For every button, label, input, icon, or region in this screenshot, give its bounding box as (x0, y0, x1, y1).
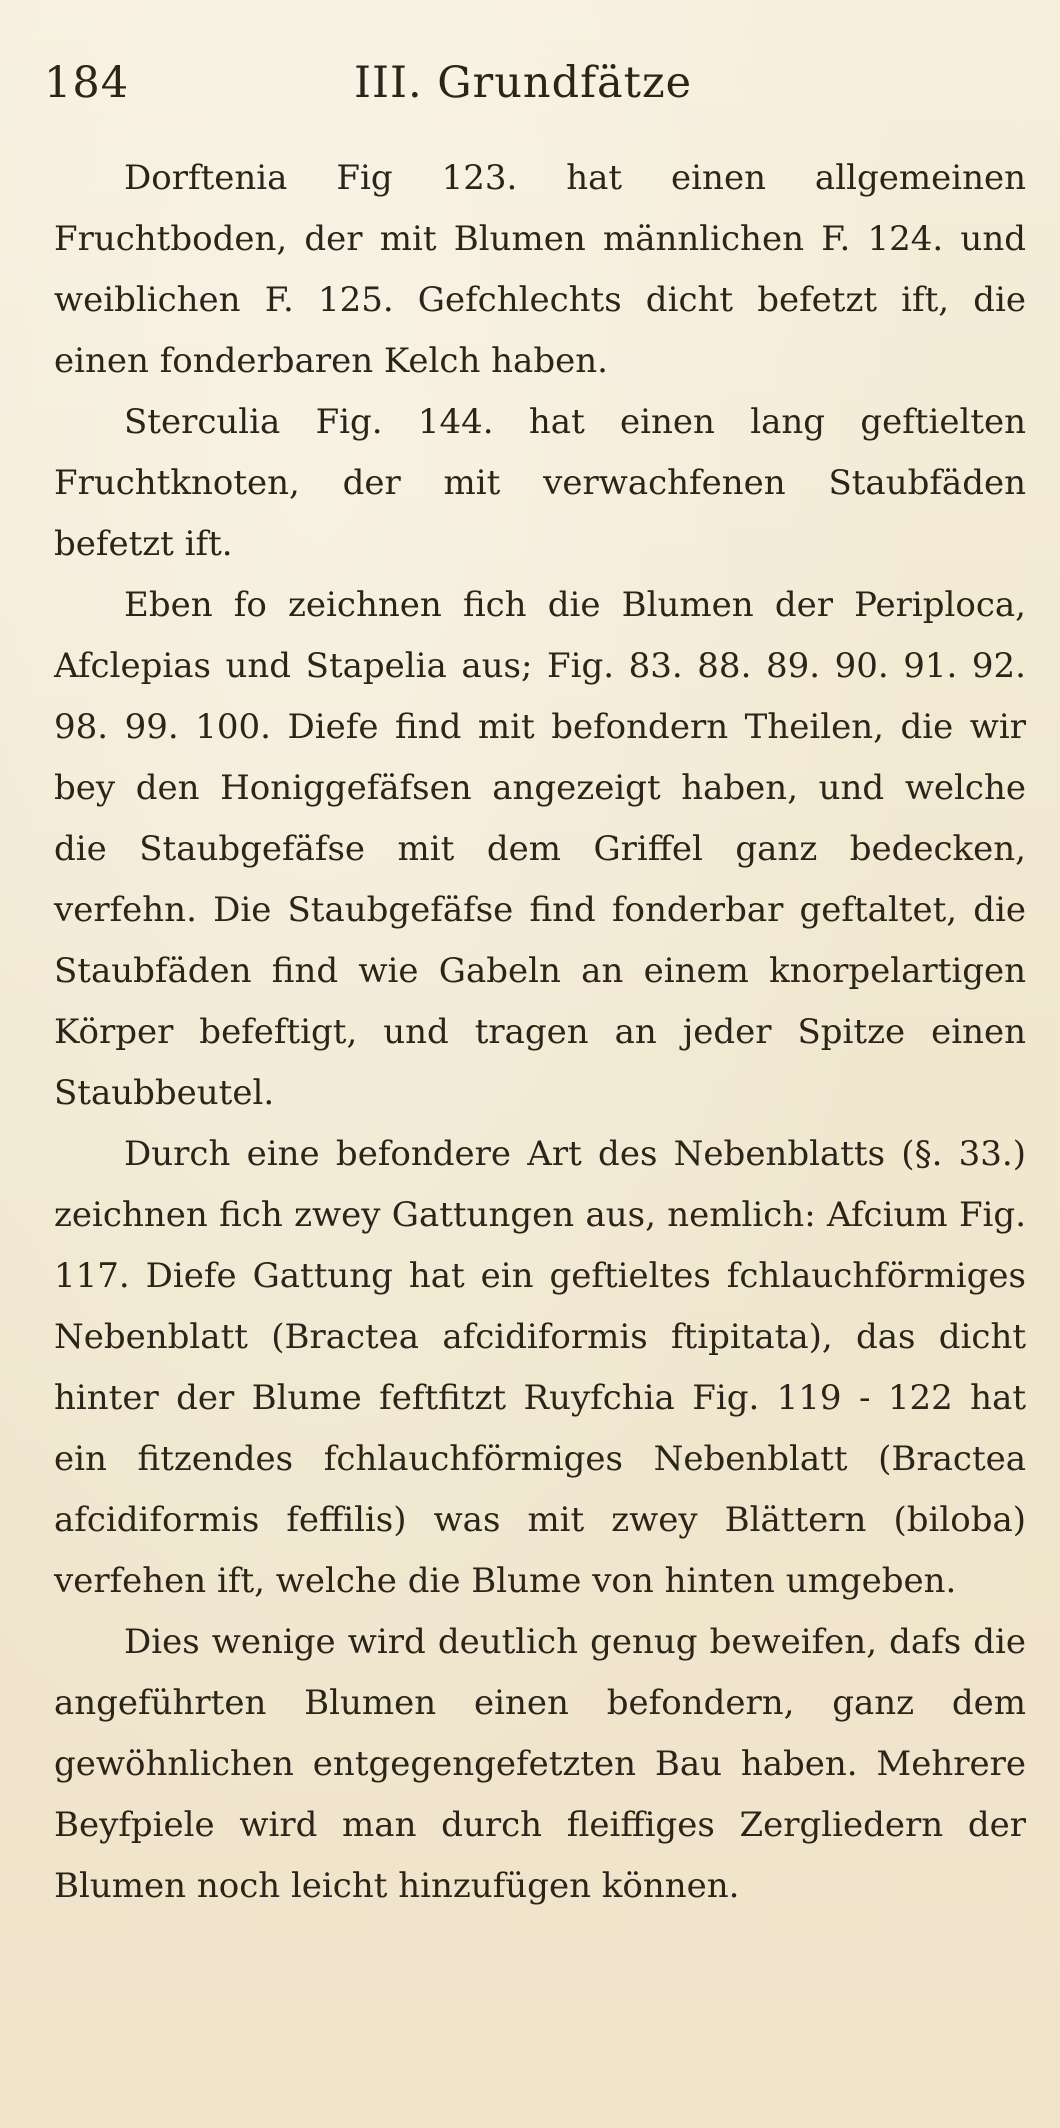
paragraph-periploca: Eben fo zeichnen fich die Blumen der Periploca, Afclepias und Stapelia aus; Fig. 83. 88. 89. 90. 91. 92. 98. 99. 100. Diefe find mit befondern Theilen, die wir bey den Honiggefäfsen angezeigt haben, und welche die Staubgefäfse mit dem Griffel ganz bedecken, verfehn. Die Staubgefäfse find fonderbar geftaltet, die Staubfäden find wie Gabeln an einem knorpelartigen Körper befeftigt, und tragen an jeder Spitze einen Staubbeutel. (54, 585, 1026, 1113)
running-title: III. Grundfätze (354, 58, 693, 108)
page-number: 184 (44, 58, 130, 108)
paragraph-conclusion: Dies wenige wird deutlich genug beweifen, dafs die angeführten Blumen einen befondern, ganz dem gewöhnlichen entgegengefetzten Bau haben. Mehrere Beyfpiele wird man durch fleiffiges Zergliedern der Blumen noch leicht hinzufügen können. (54, 1622, 1026, 1906)
body-text (54, 148, 1026, 1917)
paragraph-nebenblatt: Durch eine befondere Art des Nebenblatts (§. 33.) zeichnen fich zwey Gattungen aus, nemlich: Afcium Fig. 117. Diefe Gattung hat ein geftieltes fchlauchförmiges Nebenblatt (Bractea afcidiformis ftipitata), das dicht hinter der Blume feftfitzt Ruyfchia Fig. 119 - 122 hat ein fitzendes fchlauchförmiges Nebenblatt (Bractea afcidiformis feffilis) was mit zwey Blättern (biloba) verfehen ift, welche die Blume von hinten umgeben. (54, 1134, 1026, 1601)
paragraph-dorstenia: Dorftenia Fig 123. hat einen allgemeinen Fruchtboden, der mit Blumen männlichen F. 124. und weiblichen F. 125. Gefchlechts dicht befetzt ift, die einen fonderbaren Kelch haben. (54, 158, 1026, 381)
paragraph-sterculia: Sterculia Fig. 144. hat einen lang geftielten Fruchtknoten, der mit verwachfenen Staubfäden befetzt ift. (54, 402, 1026, 564)
page-header (44, 58, 1020, 128)
